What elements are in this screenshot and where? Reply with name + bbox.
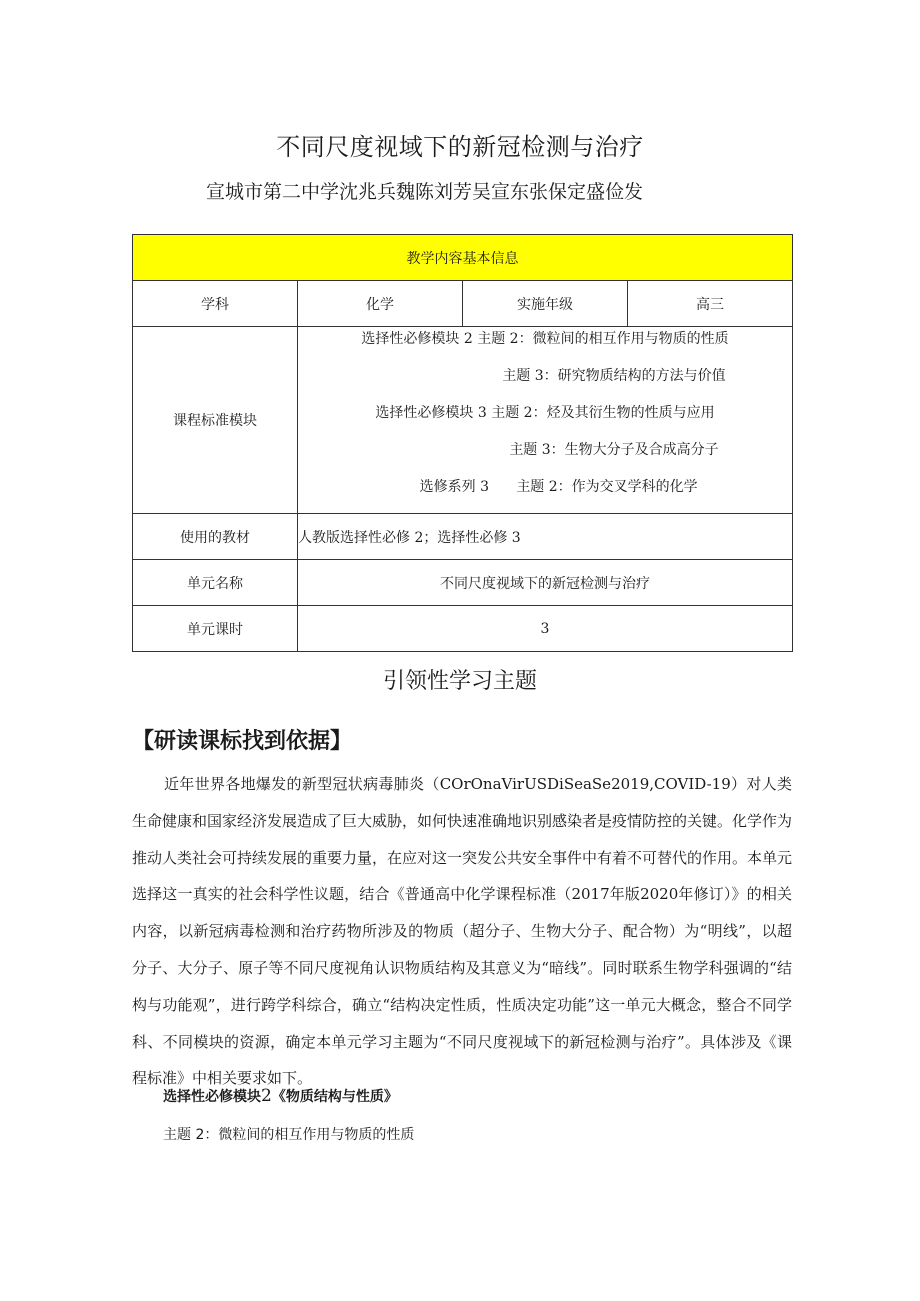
elective-series-label: 选修系列 3 bbox=[419, 479, 489, 495]
table-header: 教学内容基本信息 bbox=[133, 235, 793, 281]
subject-value: 化学 bbox=[298, 281, 463, 327]
unit-hours-label: 单元课时 bbox=[133, 606, 298, 652]
document-title: 不同尺度视域下的新冠检测与治疗 bbox=[276, 133, 644, 161]
section-heading: 【研读课标找到依据】 bbox=[132, 729, 353, 754]
learning-theme-title: 引领性学习主题 bbox=[382, 669, 537, 694]
authors-line: 宣城市第二中学沈兆兵魏陈刘芳吴宣东张保定盛俭发 bbox=[206, 181, 644, 203]
textbook-label: 使用的教材 bbox=[133, 514, 298, 560]
topic-heading: 主题 2：微粒间的相互作用与物质的性质 bbox=[163, 1127, 415, 1143]
module-heading bbox=[163, 1086, 398, 1106]
grade-label: 实施年级 bbox=[463, 281, 628, 327]
module-line-1: 选择性必修模块 2 主题 2：微粒间的相互作用与物质的性质 bbox=[361, 331, 729, 347]
grade-value: 高三 bbox=[628, 281, 793, 327]
module-content bbox=[298, 327, 793, 514]
module-line-2: 主题 3：研究物质结构的方法与价值 bbox=[502, 368, 726, 384]
unit-name-label: 单元名称 bbox=[133, 560, 298, 606]
module-heading-title: 《物质结构与性质》 bbox=[271, 1089, 398, 1105]
subject-label: 学科 bbox=[133, 281, 298, 327]
unit-name-value: 不同尺度视域下的新冠检测与治疗 bbox=[298, 560, 793, 606]
elective-series-topic: 主题 2：作为交叉学科的化学 bbox=[516, 479, 698, 495]
module-heading-prefix: 选择性必修模块 bbox=[163, 1089, 261, 1105]
unit-hours-value: 3 bbox=[298, 606, 793, 652]
basic-info-table bbox=[132, 234, 793, 652]
module-line-5 bbox=[298, 475, 792, 512]
module-line-3: 选择性必修模块 3 主题 2：烃及其衍生物的性质与应用 bbox=[375, 405, 715, 421]
body-paragraph: 近年世界各地爆发的新型冠状病毒肺炎（COrOnaVirUSDiSeaSe2019,COVID-19）对人类生命健康和国家经济发展造成了巨大威胁，如何快速准确地识别感染者是疫情防控的关键。化学作为推动人类社会可持续发展的重要力量，在应对这一突发公共安全事件中有着不可替代的作用。本单元选择这一真实的社会科学性议题，结合《普通高中化学课程标准（2017年版2020年修订）》的相关内容，以新冠病毒检测和治疗药物所涉及的物质（超分子、生物大分子、配合物）为“明线”，以超分子、大分子、原子等不同尺度视角认识物质结构及其意义为“暗线”。同时联系生物学科强调的“结构与功能观”，进行跨学科综合，确立“结构决定性质，性质决定功能”这一单元大概念，整合不同学科、不同模块的资源，确定本单元学习主题为“不同尺度视域下的新冠检测与治疗”。具体涉及《课程标准》中相关要求如下。 bbox=[132, 775, 793, 1088]
textbook-value: 人教版选择性必修 2；选择性必修 3 bbox=[298, 514, 793, 560]
module-line-4: 主题 3：生物大分子及合成高分子 bbox=[509, 442, 719, 458]
module-heading-number: 2 bbox=[261, 1086, 272, 1106]
module-label: 课程标准模块 bbox=[133, 327, 298, 514]
